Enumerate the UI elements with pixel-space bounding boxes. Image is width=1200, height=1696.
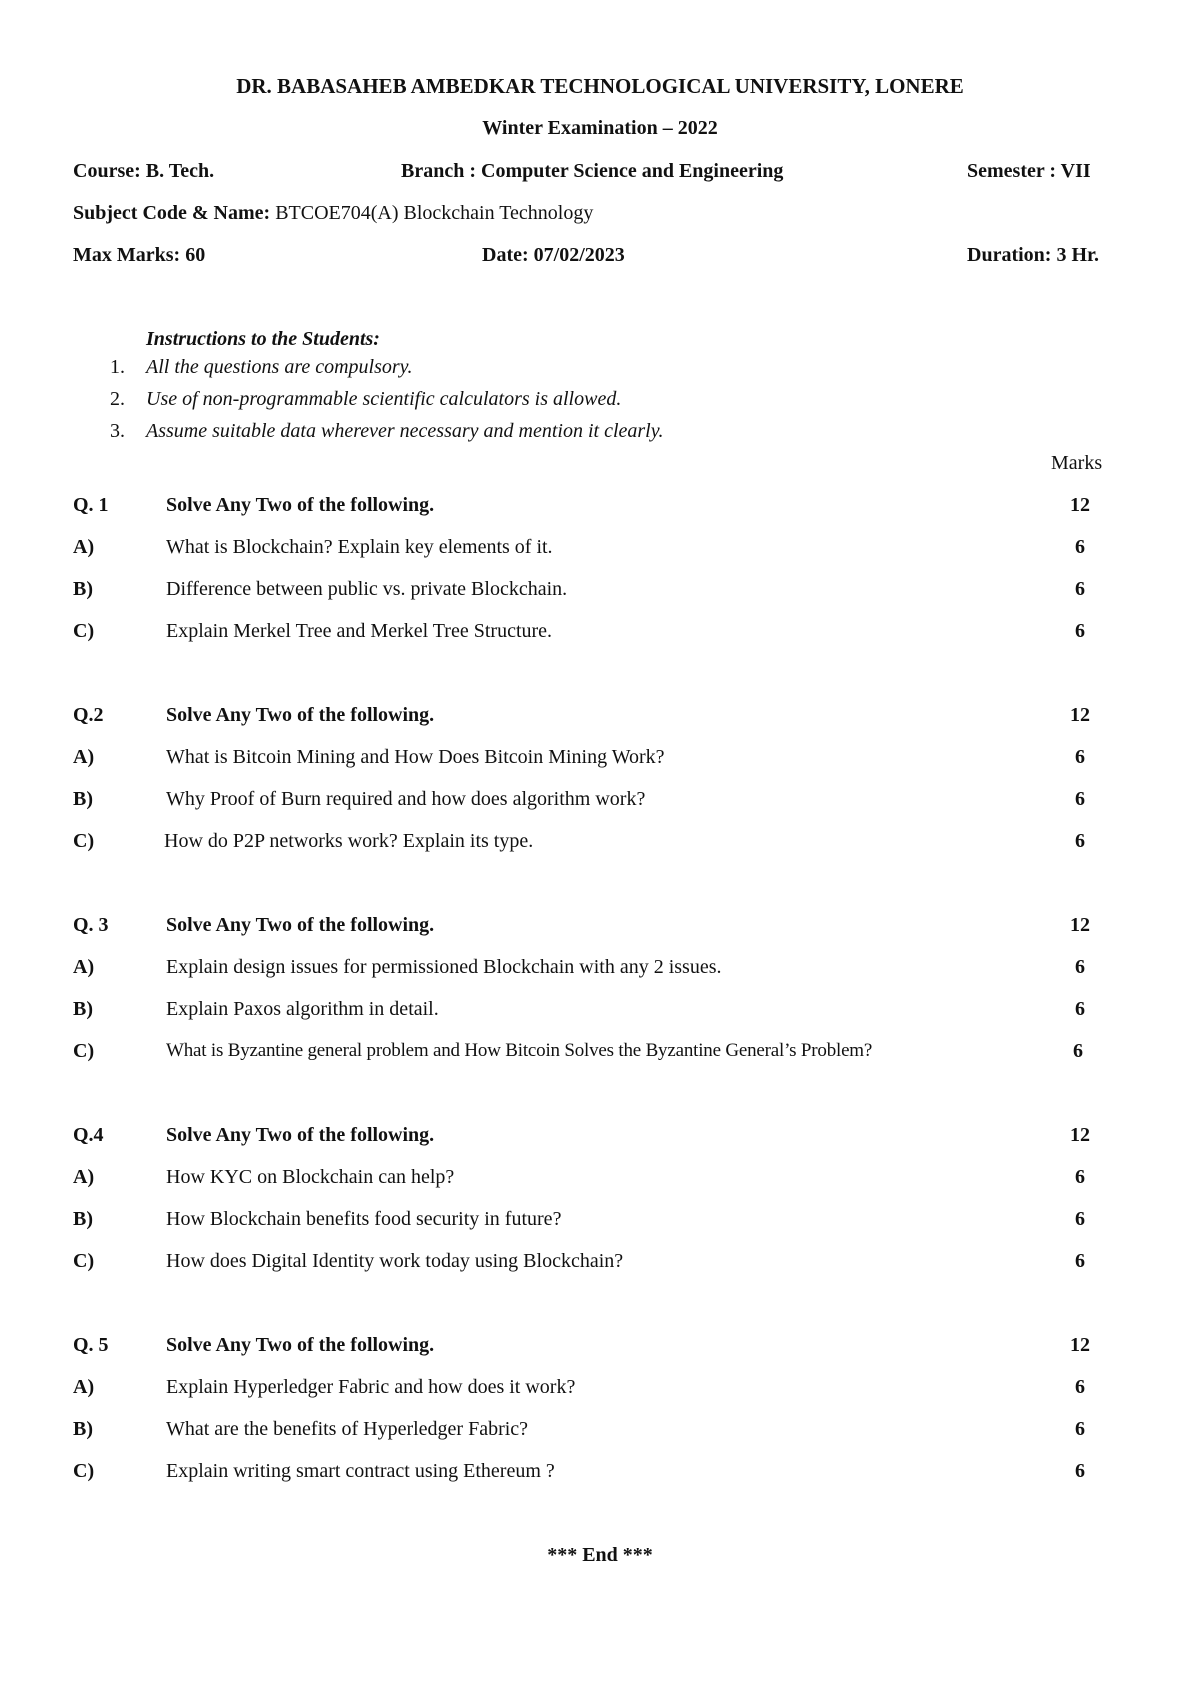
exam-date: Date: 07/02/2023 — [482, 244, 625, 266]
part-text: What is Bitcoin Mining and How Does Bitcoin Mining Work? — [166, 746, 665, 768]
part-text: What is Byzantine general problem and How Bitcoin Solves the Byzantine General’s Problem? — [166, 1040, 873, 1061]
part-label: C) — [73, 1460, 95, 1482]
question-marks: 12 — [1070, 494, 1090, 516]
part-marks: 6 — [1075, 788, 1085, 810]
instruction-text: Use of non-programmable scientific calculators is allowed. — [146, 388, 622, 410]
part-marks: 6 — [1075, 956, 1085, 978]
marks-heading: Marks — [1051, 452, 1103, 474]
exam-title: Winter Examination – 2022 — [482, 117, 718, 139]
instruction-number: 3. — [110, 420, 125, 442]
part-marks: 6 — [1075, 998, 1085, 1020]
part-label: A) — [73, 1376, 95, 1398]
part-text: What are the benefits of Hyperledger Fabric? — [166, 1418, 529, 1440]
part-label: A) — [73, 956, 95, 978]
instruction-number: 2. — [110, 388, 125, 410]
instruction-item — [110, 356, 412, 379]
course-label: Course: B. Tech. — [73, 160, 215, 182]
part-label: C) — [73, 830, 95, 852]
part-marks: 6 — [1075, 1208, 1085, 1230]
instructions-title: Instructions to the Students: — [146, 328, 380, 350]
branch-label: Branch : Computer Science and Engineering — [401, 160, 784, 182]
instruction-item — [110, 420, 664, 443]
max-marks: Max Marks: 60 — [73, 244, 206, 266]
part-label: A) — [73, 536, 95, 558]
question-label: Q. 3 — [73, 914, 109, 936]
subject-value: BTCOE704(A) Blockchain Technology — [275, 202, 594, 224]
part-label: B) — [73, 1208, 93, 1230]
part-marks: 6 — [1075, 830, 1085, 852]
part-label: C) — [73, 1250, 95, 1272]
part-marks: 6 — [1073, 1040, 1083, 1062]
part-text: Explain Merkel Tree and Merkel Tree Structure. — [166, 620, 553, 642]
question-heading: Solve Any Two of the following. — [166, 1124, 435, 1146]
university-name: DR. BABASAHEB AMBEDKAR TECHNOLOGICAL UNIVERSITY, LONERE — [236, 74, 964, 98]
part-marks: 6 — [1075, 620, 1085, 642]
part-label: C) — [73, 620, 95, 642]
part-text: Explain design issues for permissioned Blockchain with any 2 issues. — [166, 956, 722, 978]
question-label: Q. 1 — [73, 494, 109, 516]
question-label: Q. 5 — [73, 1334, 109, 1356]
part-marks: 6 — [1075, 1166, 1085, 1188]
part-marks: 6 — [1075, 1418, 1085, 1440]
question-marks: 12 — [1070, 1334, 1090, 1356]
question-heading: Solve Any Two of the following. — [166, 914, 435, 936]
question-marks: 12 — [1070, 914, 1090, 936]
part-text: How KYC on Blockchain can help? — [166, 1166, 455, 1188]
part-label: B) — [73, 1418, 93, 1440]
end-marker: *** End *** — [547, 1544, 653, 1566]
part-marks: 6 — [1075, 1460, 1085, 1482]
part-text: Difference between public vs. private Blockchain. — [166, 578, 568, 600]
part-label: B) — [73, 578, 93, 600]
subject-line — [73, 202, 593, 225]
question-label: Q.4 — [73, 1124, 104, 1146]
part-text: How Blockchain benefits food security in future? — [166, 1208, 562, 1230]
part-marks: 6 — [1075, 536, 1085, 558]
part-text: How do P2P networks work? Explain its type. — [164, 830, 534, 852]
part-label: B) — [73, 998, 93, 1020]
part-text: How does Digital Identity work today using Blockchain? — [166, 1250, 624, 1272]
part-text: Explain Hyperledger Fabric and how does it work? — [166, 1376, 576, 1398]
semester-label: Semester : VII — [967, 160, 1091, 182]
instruction-number: 1. — [110, 356, 125, 378]
part-label: C) — [73, 1040, 95, 1062]
subject-label: Subject Code & Name: — [73, 202, 271, 224]
question-label: Q.2 — [73, 704, 104, 726]
question-marks: 12 — [1070, 704, 1090, 726]
part-marks: 6 — [1075, 1376, 1085, 1398]
part-marks: 6 — [1075, 1250, 1085, 1272]
part-label: A) — [73, 746, 95, 768]
question-marks: 12 — [1070, 1124, 1090, 1146]
part-marks: 6 — [1075, 578, 1085, 600]
instruction-item — [110, 388, 621, 411]
question-heading: Solve Any Two of the following. — [166, 1334, 435, 1356]
instruction-text: All the questions are compulsory. — [146, 356, 413, 378]
part-text: What is Blockchain? Explain key elements of it. — [166, 536, 553, 558]
part-text: Explain writing smart contract using Ethereum ? — [166, 1460, 555, 1482]
question-heading: Solve Any Two of the following. — [166, 704, 435, 726]
exam-duration: Duration: 3 Hr. — [967, 244, 1100, 266]
instruction-text: Assume suitable data wherever necessary and mention it clearly. — [146, 420, 664, 442]
part-text: Why Proof of Burn required and how does algorithm work? — [166, 788, 646, 810]
question-heading: Solve Any Two of the following. — [166, 494, 435, 516]
part-marks: 6 — [1075, 746, 1085, 768]
part-text: Explain Paxos algorithm in detail. — [166, 998, 439, 1020]
part-label: A) — [73, 1166, 95, 1188]
part-label: B) — [73, 788, 93, 810]
